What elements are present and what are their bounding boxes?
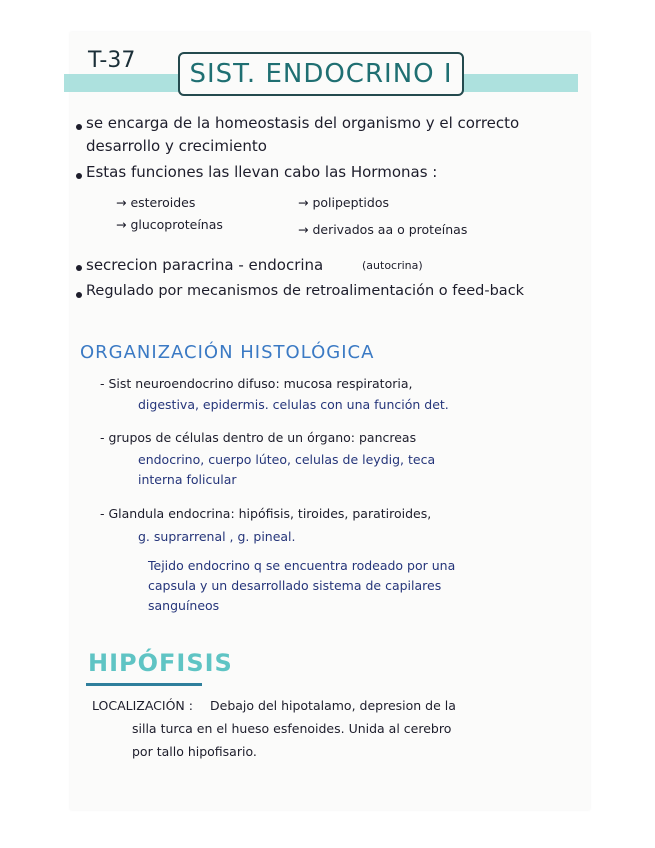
org-item-1-line-1: - Sist neuroendocrino difuso: mucosa respiratoria, bbox=[100, 376, 413, 391]
hormone-polipeptidos: → polipeptidos bbox=[298, 195, 390, 210]
bullet-dot bbox=[76, 124, 82, 130]
bullet-dot bbox=[76, 265, 82, 271]
bullet-dot bbox=[76, 292, 82, 298]
localizacion-line-3: por tallo hipofisario. bbox=[132, 744, 257, 759]
org-item-3-line-2: g. suprarrenal , g. pineal. bbox=[138, 529, 296, 544]
org-item-2-line-1: - grupos de células dentro de un órgano: pancreas bbox=[100, 430, 417, 445]
bullet-dot bbox=[76, 173, 82, 179]
hormone-derivados: → derivados aa o proteínas bbox=[298, 222, 468, 237]
bullet-3-note: (autocrina) bbox=[362, 259, 423, 272]
bullet-1-line-1: se encarga de la homeostasis del organismo y el correcto bbox=[86, 114, 520, 132]
bullet-3-line-1: secrecion paracrina - endocrina bbox=[86, 256, 324, 274]
org-item-1-line-2: digestiva, epidermis. celulas con una función det. bbox=[138, 397, 449, 412]
page-code: T-37 bbox=[88, 48, 136, 73]
tissue-note-line-3: sanguíneos bbox=[148, 598, 220, 613]
bullet-4-line-1: Regulado por mecanismos de retroalimentación o feed-back bbox=[86, 283, 525, 299]
org-item-2-line-2: endocrino, cuerpo lúteo, celulas de leydig, teca bbox=[138, 452, 436, 467]
tissue-note-line-1: Tejido endocrino q se encuentra rodeado por una bbox=[148, 558, 456, 573]
heading-underline bbox=[86, 683, 202, 686]
localizacion-line-1: Debajo del hipotalamo, depresion de la bbox=[210, 698, 456, 713]
tissue-note-line-2: capsula y un desarrollado sistema de capilares bbox=[148, 578, 442, 593]
section-heading-organizacion: ORGANIZACIÓN HISTOLÓGICA bbox=[80, 342, 375, 363]
section-heading-hipofisis: HIPÓFISIS bbox=[88, 649, 233, 677]
bullet-2-line-1: Estas funciones las llevan cabo las Hormonas : bbox=[86, 163, 438, 181]
page-title-box bbox=[178, 52, 464, 96]
hormone-esteroides: → esteroides bbox=[116, 195, 196, 210]
bullet-1-line-2: desarrollo y crecimiento bbox=[86, 137, 267, 155]
org-item-3-line-1: - Glandula endocrina: hipófisis, tiroides, paratiroides, bbox=[100, 506, 432, 521]
hormone-glucoproteinas: → glucoproteínas bbox=[116, 217, 223, 232]
localizacion-label: LOCALIZACIÓN : bbox=[92, 698, 193, 713]
localizacion-line-2: silla turca en el hueso esfenoides. Unida al cerebro bbox=[132, 721, 452, 736]
page-title: SIST. ENDOCRINO I bbox=[189, 59, 453, 89]
org-item-2-line-3: interna folicular bbox=[138, 472, 237, 487]
